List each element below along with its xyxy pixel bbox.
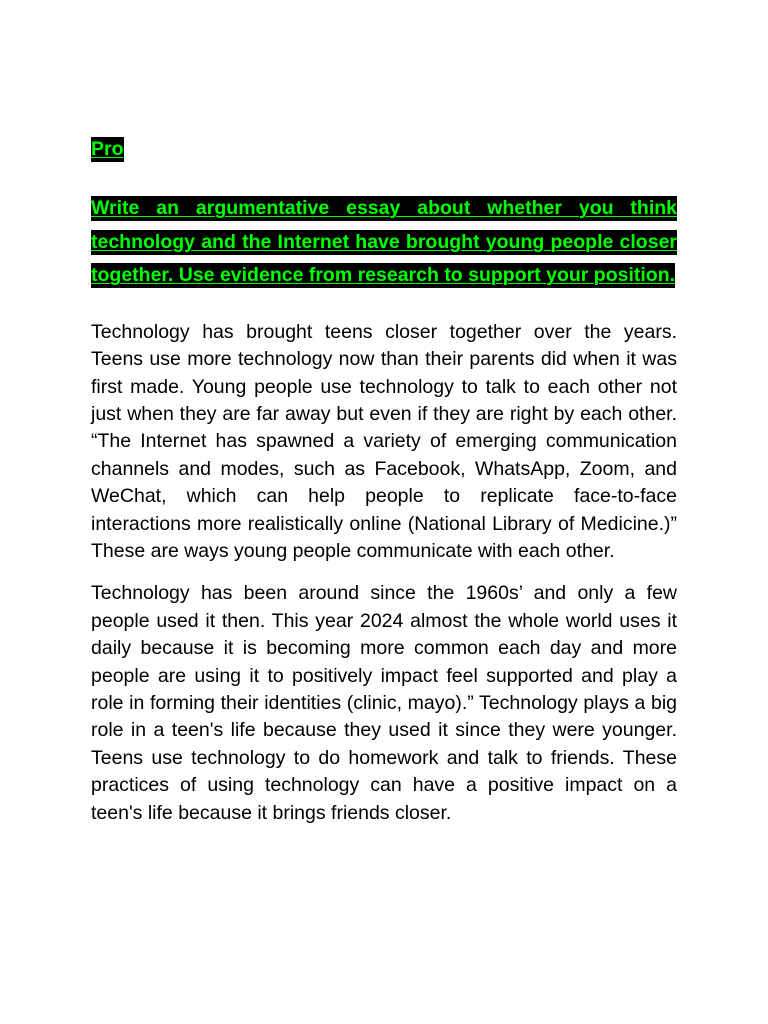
body-paragraph-2: Technology has been around since the 1960s’ and only a few people used it then. This year 2024 almost the whole world uses it daily because it is becoming more common each day and more people are using it to positively impact feel supported and play a role in forming their identities (clinic, mayo).” Technology plays a big role in a teen's life because they used it since they were younger. Teens use technology to do homework and talk to friends. These practices of using technology can have a positive impact on a teen's life because it brings friends closer. <box>91 582 677 824</box>
prompt-paragraph <box>91 192 677 293</box>
pro-heading: Pro <box>91 138 124 160</box>
heading-paragraph <box>91 136 677 162</box>
essay-prompt: Write an argumentative essay about whether you think technology and the Internet have brought young people closer together. Use evidence from research to support your position. <box>91 197 677 287</box>
body-paragraph-1: Technology has brought teens closer together over the years. Teens use more technology now than their parents did when it was first made. Young people use technology to talk to each other not just when they are far away but even if they are right by each other. “The Internet has spawned a variety of emerging communication channels and modes, such as Facebook, WhatsApp, Zoom, and WeChat, which can help people to replicate face-to-face interactions more realistically online (National Library of Medicine.)” These are ways young people communicate with each other. <box>91 320 677 563</box>
